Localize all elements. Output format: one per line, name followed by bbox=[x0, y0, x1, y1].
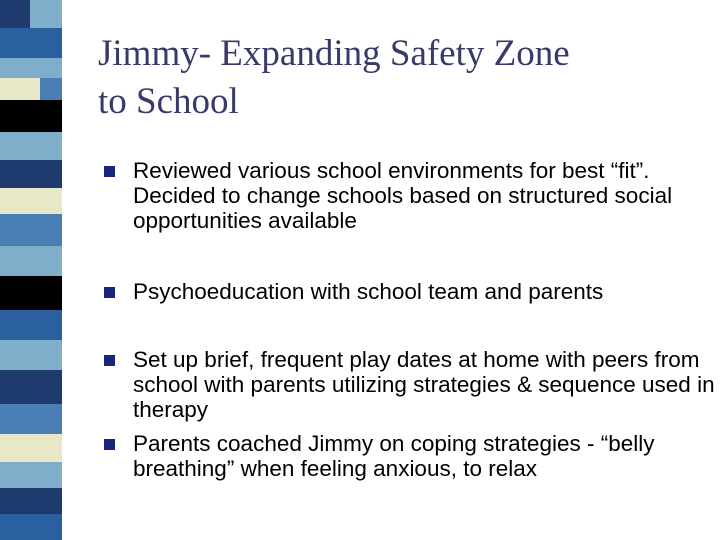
stripe-segment bbox=[0, 28, 62, 58]
stripe-segment bbox=[30, 0, 62, 28]
stripe-segment bbox=[0, 488, 62, 514]
stripe-segment bbox=[0, 310, 62, 340]
square-bullet-icon bbox=[104, 355, 115, 366]
bullet-text: Set up brief, frequent play dates at home with peers from school with parents utilizing strategies & sequence used in therapy bbox=[133, 347, 715, 422]
stripe-segment bbox=[0, 370, 62, 404]
stripe-segment bbox=[0, 58, 62, 78]
stripe-segment bbox=[0, 514, 62, 540]
slide-title: Jimmy- Expanding Safety Zone to School bbox=[98, 33, 570, 122]
bullet-text: Psychoeducation with school team and parents bbox=[133, 279, 604, 304]
decorative-stripe bbox=[0, 0, 62, 540]
bullet-text: Reviewed various school environments for best “fit”. Decided to change schools based on structured social opportunities available bbox=[133, 158, 673, 233]
stripe-segment bbox=[0, 132, 62, 160]
stripe-segment bbox=[0, 160, 62, 188]
square-bullet-icon bbox=[104, 166, 115, 177]
stripe-segment bbox=[0, 0, 30, 28]
stripe-segment bbox=[0, 276, 62, 310]
stripe-segment bbox=[0, 404, 62, 434]
stripe-segment bbox=[0, 434, 62, 462]
stripe-segment bbox=[0, 462, 62, 488]
stripe-segment bbox=[0, 78, 40, 100]
stripe-segment bbox=[40, 78, 62, 100]
stripe-segment bbox=[0, 188, 62, 214]
square-bullet-icon bbox=[104, 287, 115, 298]
bullet-text: Parents coached Jimmy on coping strategies - “belly breathing” when feeling anxious, to relax bbox=[133, 431, 655, 481]
stripe-segment bbox=[0, 246, 62, 276]
square-bullet-icon bbox=[104, 439, 115, 450]
stripe-segment bbox=[0, 100, 62, 132]
stripe-segment bbox=[0, 340, 62, 370]
stripe-segment bbox=[0, 214, 62, 246]
